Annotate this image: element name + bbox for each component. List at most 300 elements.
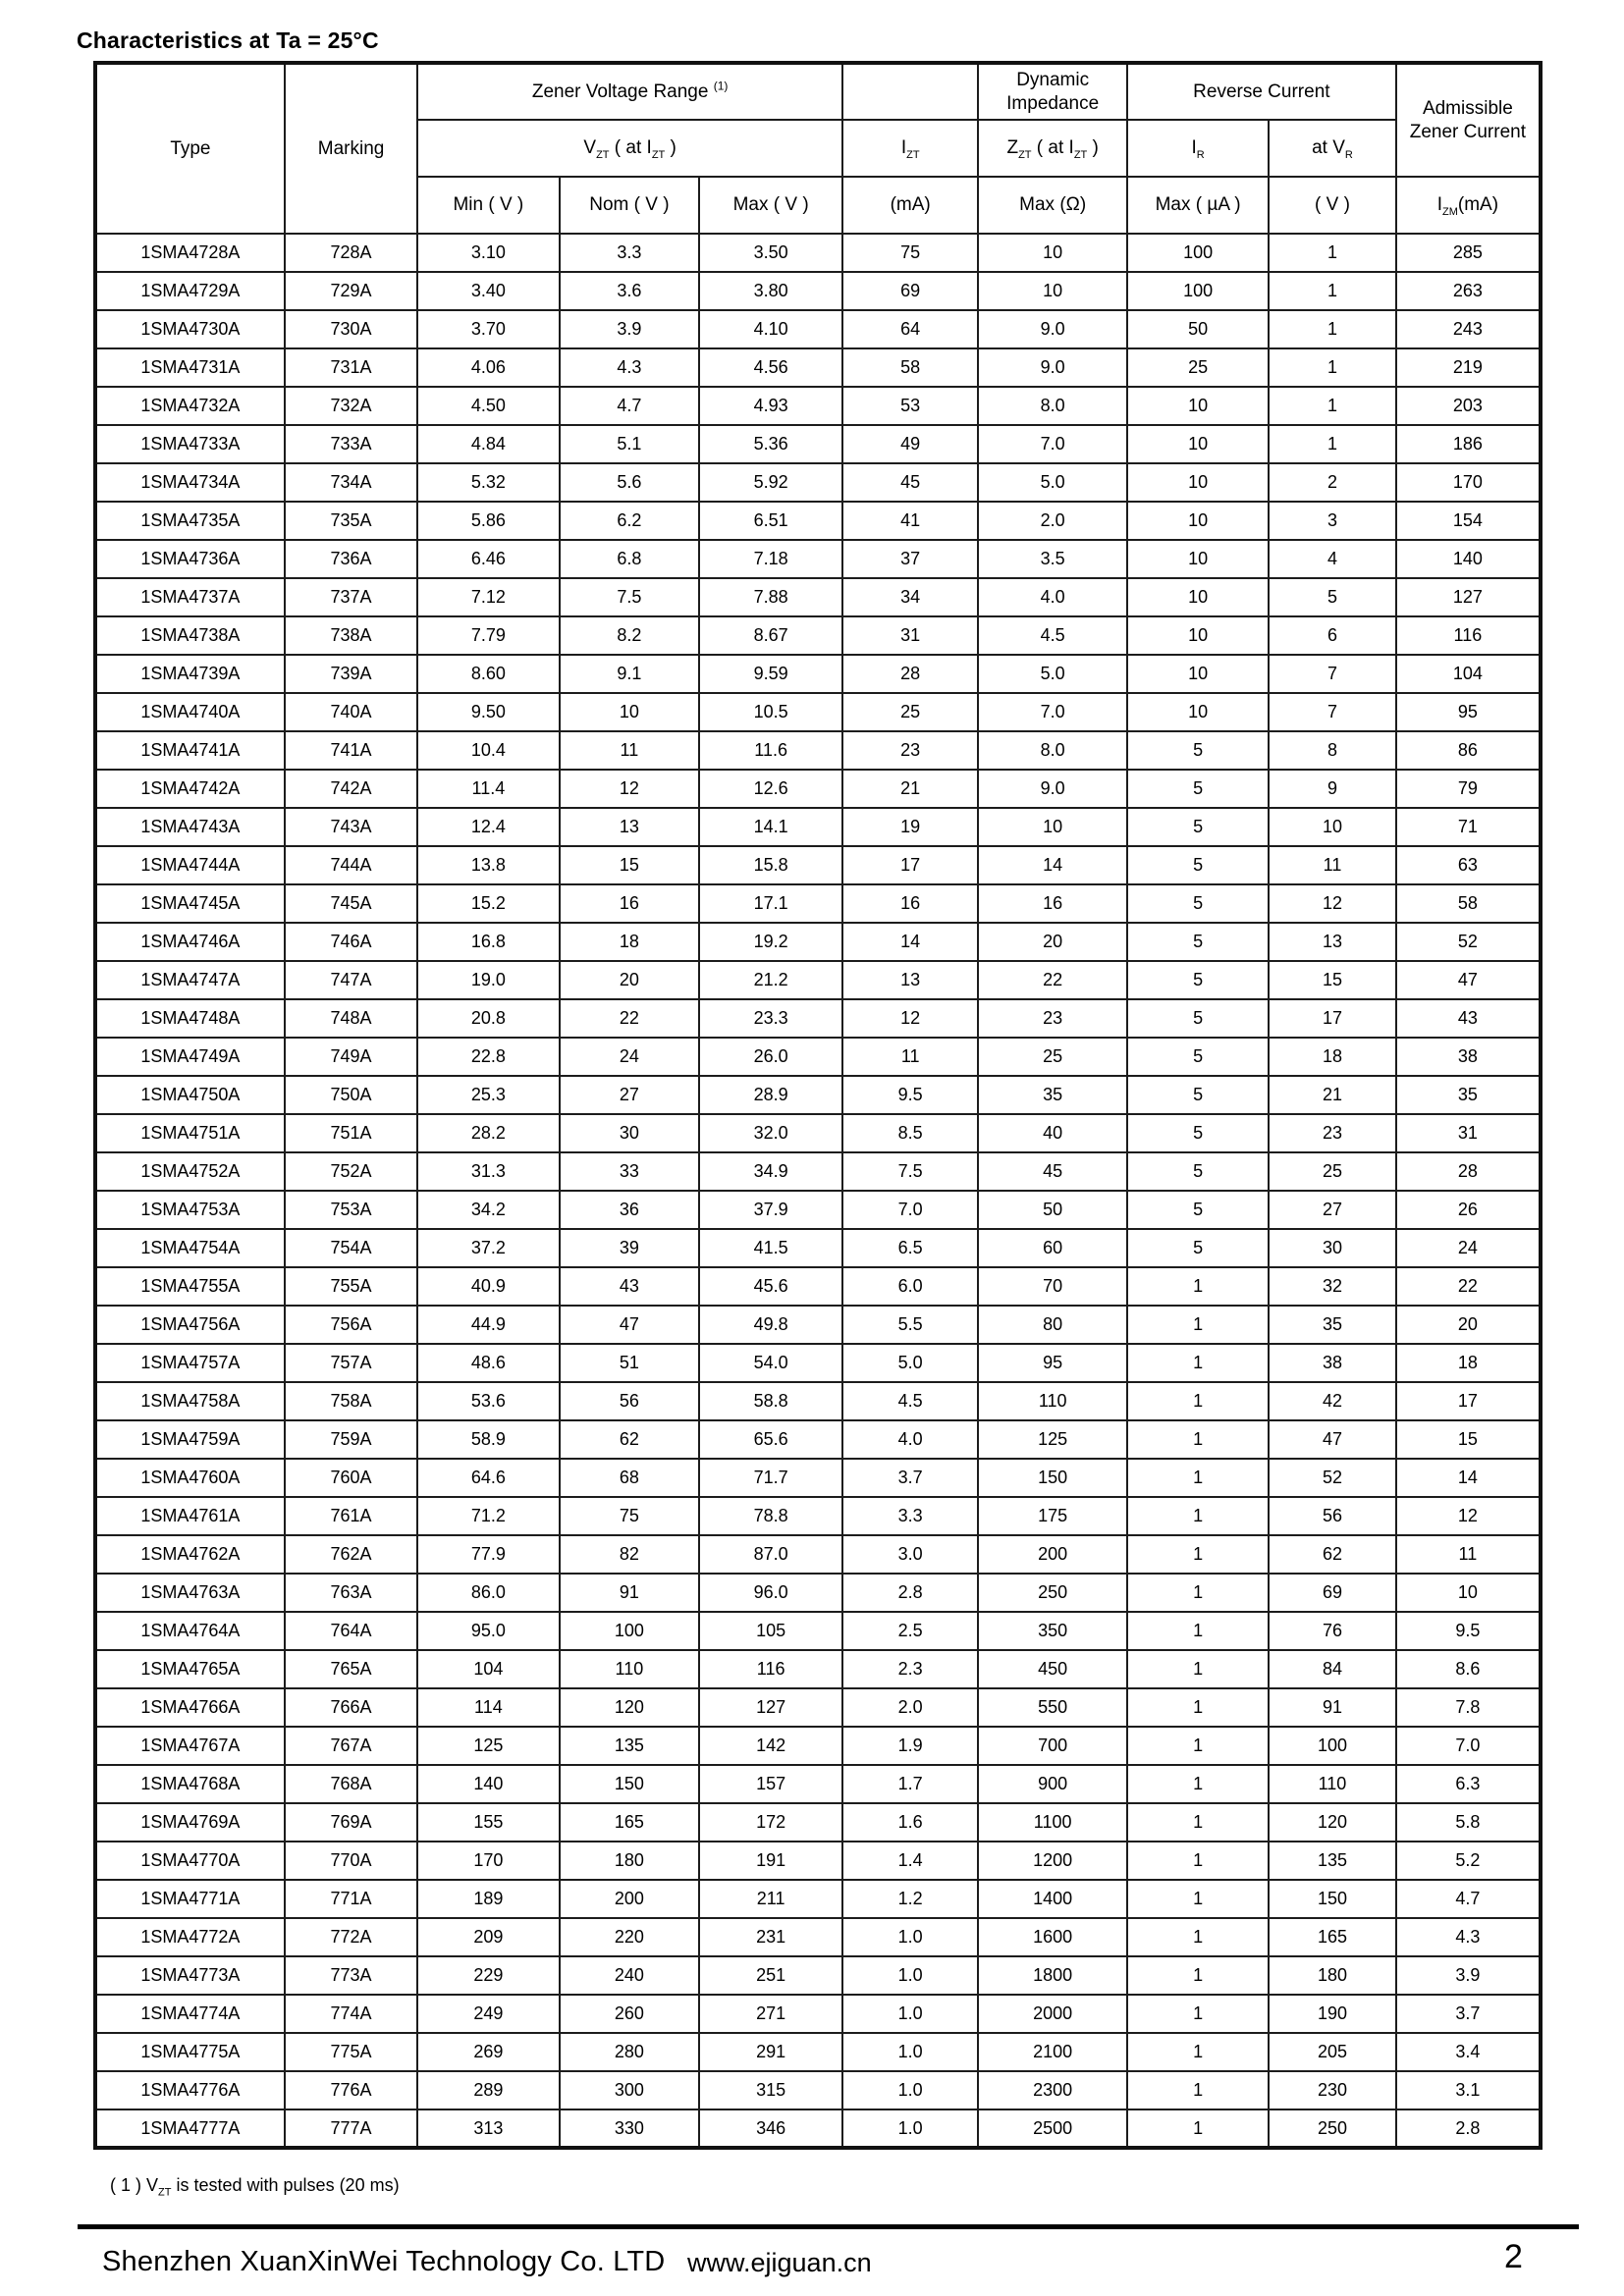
- table-cell: 10: [978, 234, 1127, 272]
- table-cell: 9.50: [417, 693, 559, 731]
- table-cell: 9.0: [978, 310, 1127, 348]
- col-header-vzt: [417, 120, 842, 177]
- table-cell: 1SMA4764A: [95, 1612, 285, 1650]
- table-cell: 12: [1269, 884, 1396, 923]
- col-header-zener-voltage-range: [417, 63, 842, 120]
- table-cell: 11.6: [699, 731, 842, 770]
- table-cell: 35: [1396, 1076, 1541, 1114]
- table-cell: 154: [1396, 502, 1541, 540]
- table-cell: 58.8: [699, 1382, 842, 1420]
- table-cell: 15.8: [699, 846, 842, 884]
- table-cell: 105: [699, 1612, 842, 1650]
- table-cell: 10: [978, 272, 1127, 310]
- table-cell: 15: [1269, 961, 1396, 999]
- table-cell: 900: [978, 1765, 1127, 1803]
- table-cell: 142: [699, 1727, 842, 1765]
- table-row: [95, 1382, 1541, 1420]
- table-cell: 758A: [285, 1382, 417, 1420]
- table-cell: 1.2: [842, 1880, 978, 1918]
- table-row: [95, 1459, 1541, 1497]
- table-cell: 56: [560, 1382, 700, 1420]
- table-cell: 155: [417, 1803, 559, 1842]
- table-cell: 11: [1269, 846, 1396, 884]
- table-cell: 5.0: [978, 655, 1127, 693]
- table-cell: 5: [1127, 1191, 1269, 1229]
- table-cell: 49.8: [699, 1306, 842, 1344]
- table-cell: 22: [560, 999, 700, 1038]
- table-row: [95, 1842, 1541, 1880]
- table-cell: 95: [978, 1344, 1127, 1382]
- table-cell: 737A: [285, 578, 417, 616]
- table-cell: 1: [1269, 234, 1396, 272]
- table-cell: 1SMA4763A: [95, 1574, 285, 1612]
- table-cell: 13: [560, 808, 700, 846]
- table-cell: 750A: [285, 1076, 417, 1114]
- table-cell: 10: [978, 808, 1127, 846]
- vzt-symbol: V: [583, 137, 597, 159]
- table-cell: 22: [1396, 1267, 1541, 1306]
- footnote-text: is tested with pulses (20 ms): [171, 2175, 400, 2195]
- table-cell: 76: [1269, 1612, 1396, 1650]
- table-cell: 285: [1396, 234, 1541, 272]
- table-cell: 7: [1269, 655, 1396, 693]
- table-cell: 38: [1269, 1344, 1396, 1382]
- table-cell: 2100: [978, 2033, 1127, 2071]
- table-cell: 1SMA4730A: [95, 310, 285, 348]
- table-cell: 16: [978, 884, 1127, 923]
- table-row: [95, 923, 1541, 961]
- table-cell: 229: [417, 1956, 559, 1995]
- table-cell: 1SMA4757A: [95, 1344, 285, 1382]
- table-cell: 1: [1127, 1688, 1269, 1727]
- table-cell: 6.51: [699, 502, 842, 540]
- table-cell: 2300: [978, 2071, 1127, 2109]
- table-cell: 776A: [285, 2071, 417, 2109]
- dynamic-impedance-line2: Impedance: [1006, 92, 1100, 114]
- table-cell: 5.6: [560, 463, 700, 502]
- table-cell: 1.0: [842, 2109, 978, 2148]
- table-cell: 140: [417, 1765, 559, 1803]
- table-cell: 28.2: [417, 1114, 559, 1152]
- col-header-zzt: [978, 120, 1127, 177]
- table-cell: 1SMA4731A: [95, 348, 285, 387]
- table-cell: 735A: [285, 502, 417, 540]
- table-cell: 1: [1127, 1880, 1269, 1918]
- table-cell: 19: [842, 808, 978, 846]
- table-cell: 1200: [978, 1842, 1127, 1880]
- table-cell: 80: [978, 1306, 1127, 1344]
- table-cell: 5: [1127, 808, 1269, 846]
- table-cell: 43: [560, 1267, 700, 1306]
- table-cell: 1.9: [842, 1727, 978, 1765]
- table-cell: 5: [1127, 961, 1269, 999]
- table-cell: 78.8: [699, 1497, 842, 1535]
- table-cell: 47: [560, 1306, 700, 1344]
- footnote: [110, 2175, 400, 2199]
- table-cell: 3.70: [417, 310, 559, 348]
- table-cell: 350: [978, 1612, 1127, 1650]
- table-cell: 10: [1127, 387, 1269, 425]
- table-cell: 9.5: [842, 1076, 978, 1114]
- table-cell: 11: [1396, 1535, 1541, 1574]
- table-cell: 7.8: [1396, 1688, 1541, 1727]
- table-cell: 127: [699, 1688, 842, 1727]
- table-cell: 28: [1396, 1152, 1541, 1191]
- table-cell: 260: [560, 1995, 700, 2033]
- table-cell: 54.0: [699, 1344, 842, 1382]
- table-row: [95, 1152, 1541, 1191]
- table-cell: 95: [1396, 693, 1541, 731]
- table-cell: 17: [842, 846, 978, 884]
- table-cell: 8.5: [842, 1114, 978, 1152]
- col-header-dynamic-impedance: [978, 63, 1127, 120]
- footer-website: www.ejiguan.cn: [687, 2248, 872, 2277]
- table-cell: 1: [1127, 1765, 1269, 1803]
- table-cell: 1SMA4760A: [95, 1459, 285, 1497]
- table-cell: 1SMA4768A: [95, 1765, 285, 1803]
- footer-company-name: Shenzhen XuanXinWei Technology Co. LTD: [102, 2246, 666, 2277]
- header-row-1: [95, 63, 1541, 120]
- table-row: [95, 808, 1541, 846]
- table-cell: 20: [560, 961, 700, 999]
- table-cell: 82: [560, 1535, 700, 1574]
- table-cell: 752A: [285, 1152, 417, 1191]
- table-cell: 1.7: [842, 1765, 978, 1803]
- table-cell: 770A: [285, 1842, 417, 1880]
- table-cell: 732A: [285, 387, 417, 425]
- table-row: [95, 348, 1541, 387]
- table-cell: 86.0: [417, 1574, 559, 1612]
- table-cell: 1400: [978, 1880, 1127, 1918]
- table-cell: 2.8: [1396, 2109, 1541, 2148]
- table-cell: 77.9: [417, 1535, 559, 1574]
- table-cell: 240: [560, 1956, 700, 1995]
- table-cell: 1: [1127, 2033, 1269, 2071]
- table-row: [95, 1076, 1541, 1114]
- table-cell: 1: [1127, 1420, 1269, 1459]
- table-cell: 10: [1127, 578, 1269, 616]
- table-cell: 104: [417, 1650, 559, 1688]
- table-cell: 1SMA4769A: [95, 1803, 285, 1842]
- col-header-max-v: Max ( V ): [699, 177, 842, 234]
- ir-symbol: I: [1191, 137, 1197, 159]
- table-cell: 18: [1269, 1038, 1396, 1076]
- table-cell: 1: [1127, 1612, 1269, 1650]
- table-cell: 5.1: [560, 425, 700, 463]
- table-row: [95, 1229, 1541, 1267]
- table-cell: 7: [1269, 693, 1396, 731]
- table-cell: 1SMA4770A: [95, 1842, 285, 1880]
- table-cell: 7.5: [842, 1152, 978, 1191]
- table-cell: 10: [1127, 616, 1269, 655]
- table-row: [95, 616, 1541, 655]
- table-cell: 104: [1396, 655, 1541, 693]
- zzt-symbol: Z: [1006, 137, 1019, 159]
- table-cell: 35: [1269, 1306, 1396, 1344]
- table-cell: 10.5: [699, 693, 842, 731]
- table-cell: 34: [842, 578, 978, 616]
- col-header-max-ua: Max ( µA ): [1127, 177, 1269, 234]
- table-cell: 50: [978, 1191, 1127, 1229]
- table-cell: 116: [699, 1650, 842, 1688]
- table-cell: 729A: [285, 272, 417, 310]
- col-header-type: Type: [95, 63, 285, 234]
- table-cell: 69: [1269, 1574, 1396, 1612]
- table-row: [95, 1574, 1541, 1612]
- table-cell: 64: [842, 310, 978, 348]
- table-cell: 7.88: [699, 578, 842, 616]
- table-row: [95, 1995, 1541, 2033]
- table-cell: 2: [1269, 463, 1396, 502]
- table-cell: 48.6: [417, 1344, 559, 1382]
- table-cell: 1: [1127, 1803, 1269, 1842]
- table-cell: 754A: [285, 1229, 417, 1267]
- table-cell: 35: [978, 1076, 1127, 1114]
- table-cell: 100: [1127, 272, 1269, 310]
- table-cell: 1SMA4742A: [95, 770, 285, 808]
- table-cell: 4.7: [560, 387, 700, 425]
- table-cell: 774A: [285, 1995, 417, 2033]
- page-title: Characteristics at Ta = 25°C: [77, 27, 379, 53]
- table-cell: 249: [417, 1995, 559, 2033]
- table-cell: 5.0: [978, 463, 1127, 502]
- table-cell: 271: [699, 1995, 842, 2033]
- table-row: [95, 1497, 1541, 1535]
- table-cell: 1: [1269, 387, 1396, 425]
- table-cell: 3.7: [1396, 1995, 1541, 2033]
- table-cell: 775A: [285, 2033, 417, 2071]
- table-cell: 84: [1269, 1650, 1396, 1688]
- table-cell: 2.8: [842, 1574, 978, 1612]
- at-vr-symbol: at V: [1312, 137, 1345, 159]
- table-cell: 191: [699, 1842, 842, 1880]
- table-cell: 31.3: [417, 1152, 559, 1191]
- table-cell: 40.9: [417, 1267, 559, 1306]
- table-cell: 1: [1127, 1267, 1269, 1306]
- table-cell: 140: [1396, 540, 1541, 578]
- table-cell: 6.2: [560, 502, 700, 540]
- table-cell: 14: [1396, 1459, 1541, 1497]
- table-cell: 1SMA4744A: [95, 846, 285, 884]
- table-cell: 4.06: [417, 348, 559, 387]
- table-cell: 45: [978, 1152, 1127, 1191]
- table-cell: 5: [1127, 884, 1269, 923]
- table-body: [95, 234, 1541, 2148]
- table-cell: 1SMA4754A: [95, 1229, 285, 1267]
- table-cell: 3.7: [842, 1459, 978, 1497]
- table-cell: 1SMA4735A: [95, 502, 285, 540]
- table-cell: 24: [560, 1038, 700, 1076]
- table-cell: 4.7: [1396, 1880, 1541, 1918]
- table-cell: 5.8: [1396, 1803, 1541, 1842]
- table-cell: 150: [560, 1765, 700, 1803]
- table-cell: 4.0: [978, 578, 1127, 616]
- table-cell: 58: [842, 348, 978, 387]
- table-cell: 1.0: [842, 2071, 978, 2109]
- table-cell: 21: [842, 770, 978, 808]
- col-header-admissible-zener-current: [1396, 63, 1541, 177]
- table-cell: 28.9: [699, 1076, 842, 1114]
- table-cell: 5: [1127, 846, 1269, 884]
- table-cell: 1SMA4741A: [95, 731, 285, 770]
- table-cell: 1SMA4746A: [95, 923, 285, 961]
- table-cell: 4: [1269, 540, 1396, 578]
- table-cell: 763A: [285, 1574, 417, 1612]
- table-cell: 760A: [285, 1459, 417, 1497]
- table-row: [95, 387, 1541, 425]
- table-cell: 47: [1269, 1420, 1396, 1459]
- table-cell: 1: [1127, 2071, 1269, 2109]
- table-cell: 75: [842, 234, 978, 272]
- table-row: [95, 1688, 1541, 1727]
- table-cell: 20.8: [417, 999, 559, 1038]
- table-cell: 38: [1396, 1038, 1541, 1076]
- zzt-sub: ZT: [1018, 148, 1032, 161]
- table-cell: 5.86: [417, 502, 559, 540]
- table-cell: 3.3: [842, 1497, 978, 1535]
- table-cell: 730A: [285, 310, 417, 348]
- table-cell: 3.0: [842, 1535, 978, 1574]
- table-cell: 1.0: [842, 1995, 978, 2033]
- table-cell: 1SMA4738A: [95, 616, 285, 655]
- vzt-close: ): [665, 137, 677, 159]
- characteristics-table: [93, 61, 1543, 2150]
- admissible-line1: Admissible: [1422, 97, 1513, 119]
- table-cell: 20: [1396, 1306, 1541, 1344]
- table-cell: 1: [1127, 1650, 1269, 1688]
- table-cell: 86: [1396, 731, 1541, 770]
- zener-voltage-range-label: Zener Voltage Range: [531, 80, 709, 102]
- table-cell: 91: [1269, 1688, 1396, 1727]
- table-cell: 36: [560, 1191, 700, 1229]
- table-cell: 27: [560, 1076, 700, 1114]
- table-row: [95, 2071, 1541, 2109]
- table-cell: 1SMA4736A: [95, 540, 285, 578]
- vzt-mid: ( at I: [609, 137, 652, 159]
- table-cell: 189: [417, 1880, 559, 1918]
- table-cell: 6.0: [842, 1267, 978, 1306]
- col-header-v: ( V ): [1269, 177, 1396, 234]
- table-row: [95, 846, 1541, 884]
- col-header-marking: Marking: [285, 63, 417, 234]
- table-cell: 6: [1269, 616, 1396, 655]
- table-cell: 748A: [285, 999, 417, 1038]
- table-cell: 175: [978, 1497, 1127, 1535]
- table-cell: 4.56: [699, 348, 842, 387]
- table-cell: 60: [978, 1229, 1127, 1267]
- table-cell: 53: [842, 387, 978, 425]
- table-cell: 766A: [285, 1688, 417, 1727]
- table-cell: 203: [1396, 387, 1541, 425]
- table-cell: 10: [560, 693, 700, 731]
- table-cell: 7.79: [417, 616, 559, 655]
- table-cell: 30: [1269, 1229, 1396, 1267]
- table-cell: 1SMA4771A: [95, 1880, 285, 1918]
- table-cell: 219: [1396, 348, 1541, 387]
- table-cell: 734A: [285, 463, 417, 502]
- table-cell: 230: [1269, 2071, 1396, 2109]
- table-row: [95, 1727, 1541, 1765]
- table-cell: 27: [1269, 1191, 1396, 1229]
- table-row: [95, 272, 1541, 310]
- table-cell: 1SMA4759A: [95, 1420, 285, 1459]
- dynamic-impedance-line1: Dynamic: [1016, 69, 1090, 90]
- table-cell: 9: [1269, 770, 1396, 808]
- table-row: [95, 1344, 1541, 1382]
- table-cell: 747A: [285, 961, 417, 999]
- table-cell: 1SMA4776A: [95, 2071, 285, 2109]
- table-cell: 12: [1396, 1497, 1541, 1535]
- table-cell: 243: [1396, 310, 1541, 348]
- table-cell: 19.2: [699, 923, 842, 961]
- table-cell: 1SMA4756A: [95, 1306, 285, 1344]
- table-row: [95, 1918, 1541, 1956]
- table-cell: 1SMA4753A: [95, 1191, 285, 1229]
- table-cell: 759A: [285, 1420, 417, 1459]
- admissible-line2: Zener Current: [1409, 121, 1527, 142]
- table-cell: 263: [1396, 272, 1541, 310]
- table-row: [95, 1191, 1541, 1229]
- table-cell: 1SMA4773A: [95, 1956, 285, 1995]
- table-row: [95, 540, 1541, 578]
- table-cell: 8.0: [978, 387, 1127, 425]
- table-cell: 5.5: [842, 1306, 978, 1344]
- table-cell: 16: [560, 884, 700, 923]
- table-cell: 100: [1269, 1727, 1396, 1765]
- table-cell: 741A: [285, 731, 417, 770]
- table-cell: 733A: [285, 425, 417, 463]
- table-cell: 190: [1269, 1995, 1396, 2033]
- table-cell: 5.92: [699, 463, 842, 502]
- table-row: [95, 1306, 1541, 1344]
- table-cell: 200: [978, 1535, 1127, 1574]
- table-cell: 4.5: [978, 616, 1127, 655]
- table-cell: 5.36: [699, 425, 842, 463]
- table-row: [95, 693, 1541, 731]
- table-cell: 31: [1396, 1114, 1541, 1152]
- table-cell: 1SMA4737A: [95, 578, 285, 616]
- table-cell: 12: [560, 770, 700, 808]
- izm-symbol: I: [1436, 194, 1442, 216]
- table-cell: 1SMA4766A: [95, 1688, 285, 1727]
- table-cell: 58.9: [417, 1420, 559, 1459]
- table-cell: 11: [842, 1038, 978, 1076]
- table-cell: 1SMA4752A: [95, 1152, 285, 1191]
- table-row: [95, 999, 1541, 1038]
- table-cell: 772A: [285, 1918, 417, 1956]
- table-cell: 753A: [285, 1191, 417, 1229]
- table-cell: 100: [1127, 234, 1269, 272]
- table-header: [95, 63, 1541, 234]
- table-cell: 52: [1396, 923, 1541, 961]
- table-cell: 5.0: [842, 1344, 978, 1382]
- table-cell: 755A: [285, 1267, 417, 1306]
- table-cell: 49: [842, 425, 978, 463]
- table-cell: 68: [560, 1459, 700, 1497]
- table-cell: 125: [978, 1420, 1127, 1459]
- table-cell: 52: [1269, 1459, 1396, 1497]
- table-cell: 3.3: [560, 234, 700, 272]
- table-cell: 34.9: [699, 1152, 842, 1191]
- table-row: [95, 1803, 1541, 1842]
- table-cell: 1: [1127, 1535, 1269, 1574]
- table-cell: 4.93: [699, 387, 842, 425]
- table-cell: 65.6: [699, 1420, 842, 1459]
- table-cell: 9.0: [978, 770, 1127, 808]
- table-cell: 37.2: [417, 1229, 559, 1267]
- table-row: [95, 655, 1541, 693]
- table-cell: 738A: [285, 616, 417, 655]
